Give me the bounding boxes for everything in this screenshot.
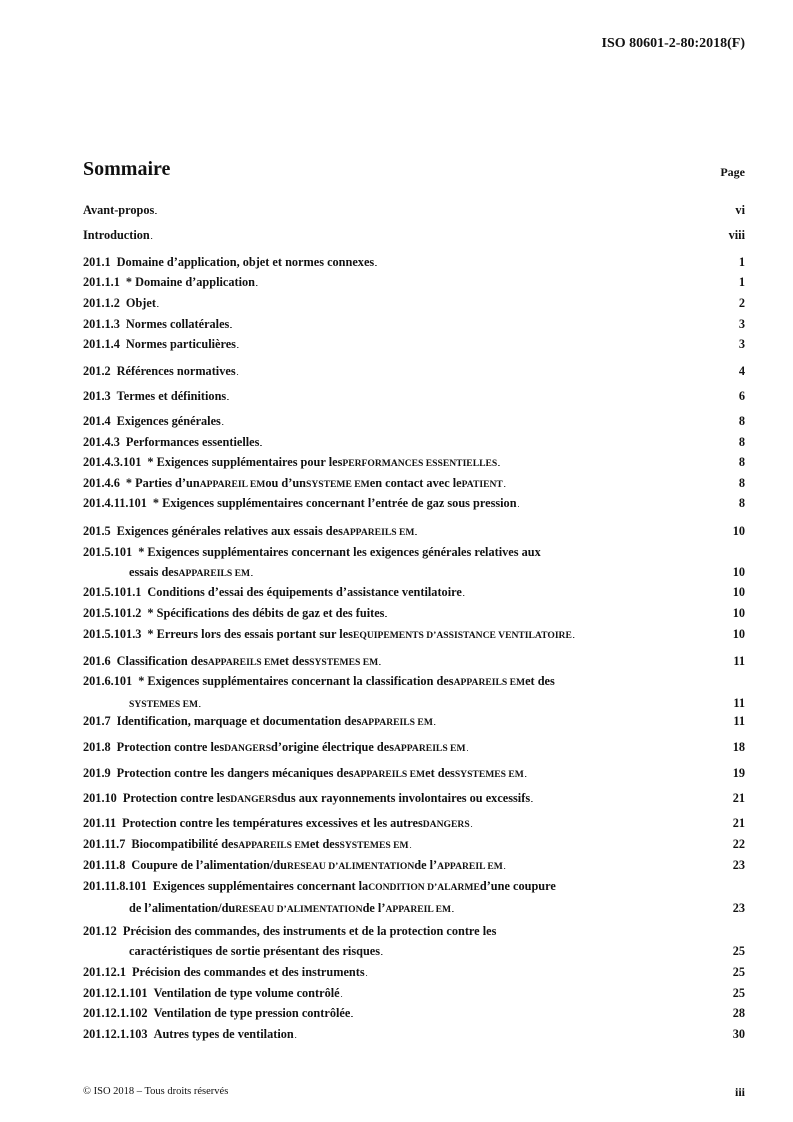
toc-entry-term-smallcaps: EQUIPEMENTS D’ASSISTANCE VENTILATOIRE [352, 630, 572, 641]
toc-entry-text: Protection contre les [122, 791, 231, 805]
dot-leader [381, 941, 732, 963]
toc-entry-term-smallcaps: APPAREILS EM [207, 657, 280, 668]
toc-entry-text: Références normatives [116, 364, 236, 378]
toc-entry-text: en contact avec le [369, 476, 462, 490]
toc-entry[interactable] [83, 763, 745, 785]
toc-entry-term-smallcaps: APPAREILS EM [361, 717, 433, 728]
toc-entry-page: 8 [738, 455, 745, 469]
toc-entry[interactable] [83, 314, 745, 336]
dot-leader [227, 386, 738, 408]
toc-entry-page: 8 [738, 476, 745, 490]
toc-entry-line [83, 737, 745, 759]
toc-entry-page: 8 [738, 496, 745, 510]
toc-entry-page: 11 [733, 714, 745, 728]
dot-leader [237, 334, 738, 356]
toc-entry[interactable] [83, 252, 745, 274]
toc-entry-text: Précision des commandes, des instruments et de la protection contre les [122, 924, 497, 938]
toc-entry-line [83, 898, 745, 920]
toc-entry[interactable] [83, 200, 745, 222]
toc-entry-page: 1 [738, 255, 745, 269]
toc-entry-text: * Exigences supplémentaires concernant la classification des [138, 674, 454, 688]
toc-entry-line [83, 562, 745, 584]
toc-entry-page: 23 [732, 901, 745, 915]
toc-entry-line [83, 1024, 745, 1046]
toc-entry-term-smallcaps: DANGERS [224, 743, 272, 754]
toc-entry[interactable] [83, 855, 745, 877]
toc-entry-number: 201.4.6 [83, 476, 120, 490]
toc-entry-text: Classification des [116, 654, 208, 668]
toc-entry[interactable] [83, 582, 745, 604]
toc-entry-line [83, 834, 745, 856]
toc-entry[interactable] [83, 921, 745, 963]
dot-leader [237, 361, 738, 383]
toc-entry[interactable] [83, 671, 745, 715]
toc-entry[interactable] [83, 651, 745, 673]
toc-entry-text: Domaine d’application, objet et normes connexes [116, 255, 375, 269]
toc-entry-line [83, 711, 745, 733]
toc-entry-term-smallcaps: SYSTEMES EM [129, 699, 199, 710]
toc-entry-text: * Exigences supplémentaires concernant l’entrée de gaz sous pression [152, 496, 517, 510]
toc-entry[interactable] [83, 711, 745, 733]
dot-leader [498, 452, 738, 474]
toc-entry-text: Ventilation de type volume contrôlé [153, 986, 340, 1000]
toc-entry-line [83, 542, 745, 562]
dot-leader [504, 473, 738, 495]
toc-entry-number: 201.12.1.102 [83, 1006, 148, 1020]
page-column-label: Page [720, 165, 745, 179]
dot-leader [375, 252, 738, 274]
toc-entry-line [83, 452, 745, 474]
toc-entry-number: 201.11.8 [83, 858, 126, 872]
toc-entry[interactable] [83, 432, 745, 454]
toc-entry-number: 201.1.3 [83, 317, 120, 331]
toc-entry-page: 25 [732, 944, 745, 958]
toc-entry-line [83, 272, 745, 294]
toc-entry-page: 2 [738, 296, 745, 310]
dot-leader [260, 432, 737, 454]
toc-entry-line [83, 225, 745, 247]
toc-entry-page: 11 [733, 654, 745, 668]
toc-entry[interactable] [83, 624, 745, 646]
toc-entry-text: Objet [125, 296, 156, 310]
toc-entry-text: et des [525, 674, 555, 688]
toc-entry-text: essais des [129, 565, 179, 579]
toc-entry-line [83, 941, 745, 963]
toc-entry-line [83, 386, 745, 408]
toc-entry-page: 25 [732, 986, 745, 1000]
toc-entry[interactable] [83, 834, 745, 856]
document-id-header: ISO 80601-2-80:2018(F) [601, 36, 745, 51]
toc-entry[interactable] [83, 876, 745, 920]
toc-entry-number: 201.12.1.101 [83, 986, 148, 1000]
toc-entry-page: 8 [738, 435, 745, 449]
page-title: Sommaire [83, 158, 171, 180]
toc-entry-line [83, 983, 745, 1005]
toc-entry-number: 201.1.1 [83, 275, 120, 289]
toc-entry-number: 201.7 [83, 714, 111, 728]
toc-entry-term-smallcaps: RESEAU D’ALIMENTATION [235, 904, 363, 915]
toc-entry-text: et des [425, 766, 455, 780]
toc-entry-line [83, 671, 745, 693]
toc-entry-line [83, 293, 745, 315]
toc-entry-term-smallcaps: CONDITION D’ALARME [368, 882, 480, 893]
toc-entry-line [83, 493, 745, 515]
toc-entry-number: 201.4.3 [83, 435, 120, 449]
toc-entry-number: 201.1.4 [83, 337, 120, 351]
toc-entry-number: 201.12.1 [83, 965, 127, 979]
toc-entry-page: 18 [732, 740, 745, 754]
toc-entry-line [83, 252, 745, 274]
dot-leader [251, 562, 732, 584]
dot-leader [385, 603, 731, 625]
toc-entry-number: 201.4.11.101 [83, 496, 147, 510]
toc-entry-page: 25 [732, 965, 745, 979]
toc-entry-text: Conditions d’essai des équipements d’assistance ventilatoire [147, 585, 462, 599]
toc-entry-text: et des [309, 837, 340, 851]
toc-entry-term-smallcaps: RESEAU D’ALIMENTATION [286, 861, 415, 872]
toc-entry-page: 3 [738, 317, 745, 331]
toc-entry-number: 201.9 [83, 766, 111, 780]
dot-leader [155, 200, 734, 222]
toc-entry[interactable] [83, 225, 745, 247]
toc-entry-text: d’origine électrique des [271, 740, 394, 754]
toc-entry-term-smallcaps: PERFORMANCES ESSENTIELLES [342, 458, 498, 469]
toc-entry-number: 201.5.101.3 [83, 627, 142, 641]
toc-entry[interactable] [83, 493, 745, 515]
toc-entry-term-smallcaps: APPAREILS EM [353, 769, 426, 780]
toc-entry-line [83, 624, 745, 646]
toc-entry-number: 201.5.101.1 [83, 585, 142, 599]
toc-entry-text: Exigences supplémentaires concernant la [152, 879, 369, 893]
dot-leader [525, 763, 732, 785]
toc-entry-page: 21 [732, 791, 745, 805]
toc-entry-line [83, 813, 745, 835]
toc-entry[interactable] [83, 473, 745, 495]
dot-leader [366, 962, 732, 984]
toc-entry-page: 30 [732, 1027, 745, 1041]
toc-entry-line [83, 603, 745, 625]
toc-entry-text: * Domaine d’application [125, 275, 256, 289]
toc-entry-number: 201.11 [83, 816, 117, 830]
toc-entry[interactable] [83, 788, 745, 810]
dot-leader [222, 411, 738, 433]
toc-entry-term-smallcaps: SYSTEMES EM [339, 840, 409, 851]
toc-entry-term-smallcaps: SYSTEMES EM [309, 657, 379, 668]
dot-leader [151, 225, 728, 247]
toc-entry-page: 10 [732, 627, 745, 641]
dot-leader [518, 493, 738, 515]
toc-entry-text: * Exigences supplémentaires pour les [147, 455, 343, 469]
toc-entry-term-smallcaps: APPAREIL EM [199, 479, 266, 490]
toc-entry-number: 201.1.2 [83, 296, 120, 310]
toc-entry-number: 201.10 [83, 791, 117, 805]
toc-entry[interactable] [83, 983, 745, 1005]
dot-leader [230, 314, 737, 336]
toc-entry-number: 201.12.1.103 [83, 1027, 148, 1041]
toc-entry-line [83, 361, 745, 383]
copyright-footer: © ISO 2018 – Tous droits réservés [83, 1086, 229, 1097]
toc-entry-text: caractéristiques de sortie présentant des risques [129, 944, 381, 958]
toc-entry[interactable] [83, 521, 745, 543]
dot-leader [434, 711, 733, 733]
toc-entry[interactable] [83, 1024, 745, 1046]
toc-entry-line [83, 855, 745, 877]
toc-entry-line [83, 962, 745, 984]
toc-entry-page: 10 [732, 585, 745, 599]
toc-entry-term-smallcaps: APPAREILS EM [453, 677, 526, 688]
toc-entry-text: * Spécifications des débits de gaz et des fuites [147, 606, 385, 620]
toc-entry-page: 11 [733, 696, 745, 710]
toc-entry-line [83, 1003, 745, 1025]
toc-entry-number: 201.5.101.2 [83, 606, 142, 620]
toc-entry-page: 10 [732, 524, 745, 538]
dot-leader [531, 788, 732, 810]
toc-entry-term-smallcaps: APPAREILS EM [394, 743, 466, 754]
toc-entry-text: de l’alimentation/du [129, 901, 236, 915]
toc-entry[interactable] [83, 411, 745, 433]
toc-entry-page: 10 [732, 606, 745, 620]
toc-entry-term-smallcaps: SYSTEMES EM [454, 769, 524, 780]
toc-entry[interactable] [83, 737, 745, 759]
toc-entry-text: Introduction [83, 228, 150, 242]
dot-leader [295, 1024, 732, 1046]
toc-entry-page: 23 [732, 858, 745, 872]
toc-entry[interactable] [83, 386, 745, 408]
dot-leader [467, 737, 732, 759]
toc-entry[interactable] [83, 813, 745, 835]
toc-entry-page: 28 [732, 1006, 745, 1020]
toc-entry[interactable] [83, 334, 745, 356]
toc-entry[interactable] [83, 272, 745, 294]
toc-entry-page: viii [728, 228, 745, 242]
toc-entry-number: 201.8 [83, 740, 111, 754]
toc-entry-page: 21 [732, 816, 745, 830]
toc-entry-term-smallcaps: APPAREILS EM [342, 527, 415, 538]
toc-entry-text: Identification, marquage et documentation des [116, 714, 362, 728]
dot-leader [452, 898, 732, 920]
toc-entry-text: Protection contre les [116, 740, 225, 754]
dot-leader [463, 582, 732, 604]
toc-entry-text: Avant-propos [83, 203, 155, 217]
toc-entry-page: 8 [738, 414, 745, 428]
toc-entry-number: 201.4.3.101 [83, 455, 142, 469]
toc-entry-line [83, 314, 745, 336]
toc-entry-text: * Parties d’un [125, 476, 200, 490]
dot-leader [573, 624, 732, 646]
toc-entry-text: Biocompatibilité des [131, 837, 239, 851]
toc-entry-number: 201.12 [83, 924, 117, 938]
toc-entry-line [83, 473, 745, 495]
toc-entry-number: 201.6 [83, 654, 111, 668]
toc-entry-number: 201.11.8.101 [83, 879, 147, 893]
toc-entry-page: 6 [738, 389, 745, 403]
toc-entry-text: Exigences générales relatives aux essais des [116, 524, 343, 538]
toc-entry-number: 201.3 [83, 389, 111, 403]
toc-entry-number: 201.11.7 [83, 837, 126, 851]
toc-entry[interactable] [83, 361, 745, 383]
toc-entry-page: 3 [738, 337, 745, 351]
toc-entry-text: de l’ [414, 858, 438, 872]
toc-entry-line [83, 921, 745, 941]
toc-entry-text: Autres types de ventilation [153, 1027, 294, 1041]
toc-entry-page: 19 [732, 766, 745, 780]
toc-entry-term-smallcaps: APPAREILS EM [178, 568, 251, 579]
toc-entry-text: Protection contre les températures excessives et les autres [122, 816, 423, 830]
toc-entry[interactable] [83, 603, 745, 625]
toc-entry-text: Exigences générales [116, 414, 221, 428]
toc-entry-text: Performances essentielles [125, 435, 260, 449]
toc-entry-text: Termes et définitions [116, 389, 227, 403]
dot-leader [415, 521, 731, 543]
footer-page-number: iii [734, 1085, 745, 1099]
toc-entry-line [83, 788, 745, 810]
toc-entry-text: * Erreurs lors des essais portant sur les [147, 627, 353, 641]
toc-entry-term-smallcaps: APPAREIL EM [437, 861, 503, 872]
toc-entry[interactable] [83, 962, 745, 984]
toc-entry-number: 201.1 [83, 255, 111, 269]
toc-entry-line [83, 334, 745, 356]
toc-entry[interactable] [83, 1003, 745, 1025]
toc-entry-text: Coupure de l’alimentation/du [131, 858, 287, 872]
toc-entry-line [83, 763, 745, 785]
toc-entry-text: Précision des commandes et des instruments [132, 965, 365, 979]
dot-leader [351, 1003, 731, 1025]
toc-entry-page: 22 [732, 837, 745, 851]
toc-entry-line [83, 200, 745, 222]
toc-entry-text: dus aux rayonnements involontaires ou excessifs [277, 791, 531, 805]
toc-entry-text: Ventilation de type pression contrôlée [153, 1006, 351, 1020]
toc-entry-text: d’une coupure [479, 879, 556, 893]
toc-entry-number: 201.6.101 [83, 674, 133, 688]
toc-entry-text: Normes collatérales [125, 317, 230, 331]
toc-entry-line [83, 876, 745, 898]
toc-entry-line [83, 411, 745, 433]
toc-entry-number: 201.4 [83, 414, 111, 428]
toc-entry[interactable] [83, 293, 745, 315]
dot-leader [256, 272, 738, 294]
dot-leader [410, 834, 732, 856]
toc-entry-number: 201.5.101 [83, 545, 133, 559]
toc-entry-text: Normes particulières [125, 337, 236, 351]
dot-leader [157, 293, 738, 315]
toc-entry-page: vi [735, 203, 745, 217]
toc-entry-page: 10 [732, 565, 745, 579]
toc-entry[interactable] [83, 452, 745, 474]
toc-entry-page: 1 [738, 275, 745, 289]
toc-entry-line [83, 582, 745, 604]
dot-leader [341, 983, 732, 1005]
toc-entry[interactable] [83, 542, 745, 584]
toc-entry-term-smallcaps: PATIENT [461, 479, 503, 490]
toc-entry-term-smallcaps: SYSTEME EM [306, 479, 370, 490]
toc-entry-line [83, 651, 745, 673]
dot-leader [504, 855, 732, 877]
toc-entry-term-smallcaps: APPAREILS EM [238, 840, 310, 851]
toc-entry-text: * Exigences supplémentaires concernant les exigences générales relatives aux [138, 545, 541, 559]
toc-entry-number: 201.5 [83, 524, 111, 538]
toc-entry-text: Protection contre les dangers mécaniques des [116, 766, 354, 780]
toc-entry-page: 4 [738, 364, 745, 378]
toc-entry-text: de l’ [362, 901, 386, 915]
toc-entry-term-smallcaps: DANGERS [422, 819, 470, 830]
toc-entry-term-smallcaps: DANGERS [230, 794, 278, 805]
toc-entry-line [83, 432, 745, 454]
dot-leader [379, 651, 732, 673]
toc-entry-number: 201.2 [83, 364, 111, 378]
toc-entry-text: ou d’un [265, 476, 307, 490]
dot-leader [471, 813, 732, 835]
toc-entry-line [83, 521, 745, 543]
toc-entry-text: et des [279, 654, 310, 668]
toc-entry-term-smallcaps: APPAREIL EM [385, 904, 452, 915]
